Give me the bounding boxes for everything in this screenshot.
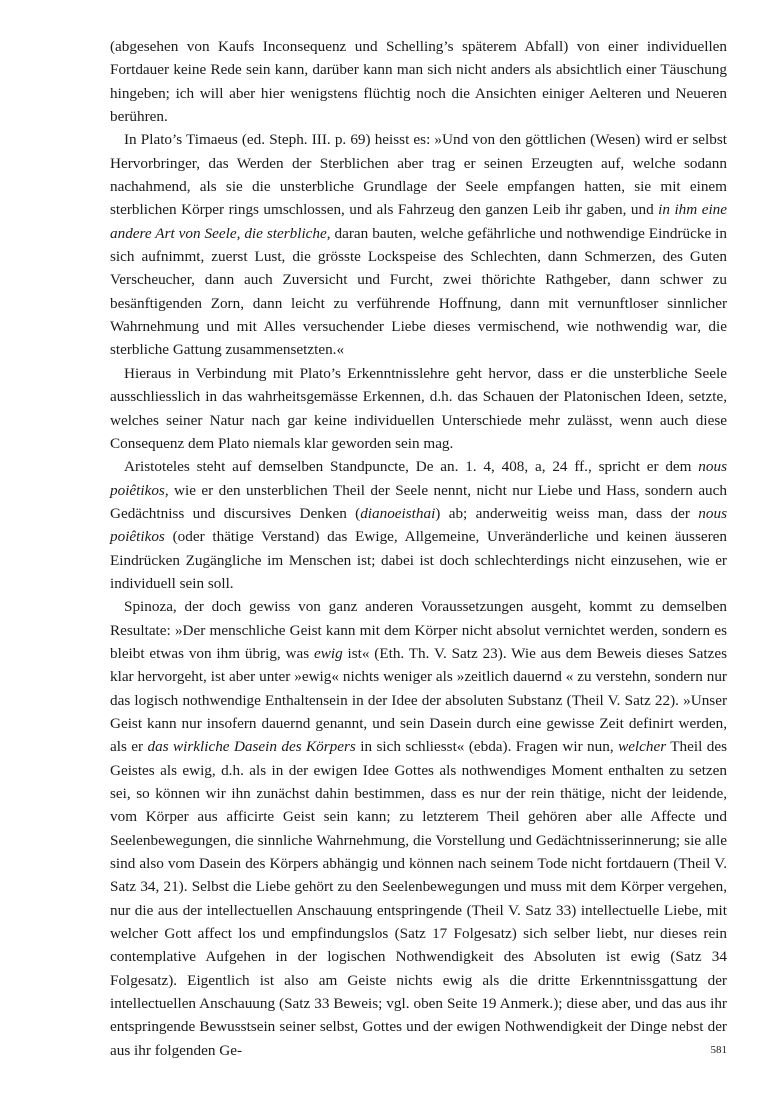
text-run: In Plato’s Timaeus (ed. Steph. III. p. 69) heisst es: »Und von den göttlichen (Wesen) wird er selbst Hervorbringer, das Werden der Sterblichen aber trag er seinen Erzeugten auf, welche sodann nachahmend, als sie die unsterbliche Grundlage der Seele empfangen hatten, sie mit einem sterblichen Körper rings umschlossen, und als Fahrzeug den ganzen Leib ihr gaben, und (110, 131, 727, 219)
text-run: , wie er den unsterblichen Theil der Seele nennt, nicht nur Liebe und Hass, sondern auch Gedächtniss und discursives Denken ( (110, 481, 727, 522)
text-run: Spinoza, der doch gewiss von ganz anderen Voraussetzungen ausgeht, kommt zu demselben Resultate: »Der menschliche Geist kann mit dem Körper nicht absolut vernichtet werden, sondern es bleibt etwas von ihm übrig, was (110, 598, 727, 662)
paragraph-4 (110, 455, 727, 595)
text-run: ist« (Eth. Th. V. Satz 23). Wie aus dem Beweis dieses Satzes klar hervorgeht, ist aber unter »ewig« nichts weniger als »zeitlich dauernd « zu verstehn, sondern nur das logisch nothwendige Enthaltensein in der Idee der absoluten Substanz (Theil V. Satz 22). »Unser Geist kann nur insofern dauernd genannt, und sein Dasein durch eine gewisse Zeit definirt werden, als er (110, 644, 727, 756)
text-run: Hieraus in Verbindung mit Plato’s Erkenntnisslehre geht hervor, dass er die unsterbliche Seele ausschliesslich in das wahrheitsgemässe Erkennen, d.h. das Schauen der Platonischen Ideen, setzte, welches seiner Natur nach gar keine individuellen Unterschiede mehr zulässt, wenn auch diese Consequenz dem Plato niemals klar geworden sein mag. (110, 364, 727, 452)
text-run: , daran bauten, welche gefährliche und nothwendige Eindrücke in sich aufnimmt, zuerst Lust, die grösste Lockspeise des Schlechten, dann Schmerzen, des Guten Verscheucher, dann auch Zuversicht und Furcht, zwei thörichte Rathgeber, dann schwer zu besänftigenden Zorn, dann leicht zu verführende Hoffnung, dann mit vernunftloser sinnlicher Wahrnehmung und mit Alles versuchender Liebe dieses vermischend, wie nothwendig war, die sterbliche Gattung zusammensetzten.« (110, 224, 727, 359)
text-run: in sich schliesst« (ebda). Fragen wir nun, (355, 738, 619, 756)
italic-text: das wirkliche Dasein des Körpers (147, 738, 356, 756)
paragraph-3 (110, 362, 727, 455)
page-number: 581 (710, 1044, 727, 1056)
text-run: (oder thätige Verstand) das Ewige, Allgemeine, Unveränderliche und keinen äusseren Eindrücken Zugängliche im Menschen ist; dabei ist doch schlechterdings nicht einzusehen, wie er individuell sein soll. (110, 528, 727, 592)
text-run: (abgesehen von Kaufs Inconsequenz und Schelling’s späterem Abfall) von einer individuellen Fortdauer keine Rede sein kann, darüber kann man sich nicht anders als absichtlich einer Täuschung hingeben; ich will aber hier wenigstens flüchtig noch die Ansichten einiger Aelteren und Neueren berühren. (110, 38, 727, 126)
italic-text: in ihm eine andere Art von Seele, die sterbliche (110, 201, 727, 242)
paragraph-1 (110, 35, 727, 128)
paragraph-2 (110, 128, 727, 361)
page-body (110, 35, 727, 1062)
italic-text: welcher (618, 738, 667, 756)
paragraph-5 (110, 595, 727, 1062)
text-run: ) ab; anderweitig weiss man, dass der (435, 504, 699, 522)
italic-text: nous poiêtikos (110, 504, 727, 546)
text-run: Theil des Geistes als ewig, d.h. als in der ewigen Idee Gottes als nothwendiges Moment enthalten zu setzen sei, so können wir ihn zunächst dahin bestimmen, dass es nur der rein thätige, nicht der leidende, vom Körper aus afficirte Geist sein kann; zu letzterem Theil gehören aber alle Affecte und Seelenbewegungen, die sinnliche Wahrnehmung, die Vorstellung und Gedächtnisserinnerung; sie alle sind also vom Dasein des Körpers abhängig und können nach seinem Tode nicht fortdauern (Theil V. Satz 34, 21). Selbst die Liebe gehört zu den Seelenbewegungen und muss mit dem Körper vergehen, nur die aus der intellectuellen Anschauung entspringende (Theil V. Satz 33) intellectuelle Liebe, mit welcher Gott affect los und empfindungslos (Satz 17 Folgesatz) sich selber liebt, nur dieses rein contemplative Aufgehen in der logischen Nothwendigkeit des Absoluten ist ewig (Satz 34 Folgesatz). Eigentlich ist also am Geiste nichts ewig als die dritte Erkenntnissgattung der intellectuellen Anschauung (Satz 33 Beweis; vgl. oben Seite 19 Anmerk.); diese aber, und das aus ihr entspringende Bewusstsein seiner selbst, Gottes und der ewigen Nothwendigkeit der Dinge nebst der aus ihr folgenden Ge- (110, 738, 727, 1059)
italic-text: dianoeisthai (360, 504, 436, 522)
text-run: Aristoteles steht auf demselben Standpuncte, De an. 1. 4, 408, a, 24 ff., spricht er dem (124, 458, 699, 476)
italic-text: ewig (314, 644, 343, 662)
italic-text: nous poiêtikos (110, 458, 727, 499)
